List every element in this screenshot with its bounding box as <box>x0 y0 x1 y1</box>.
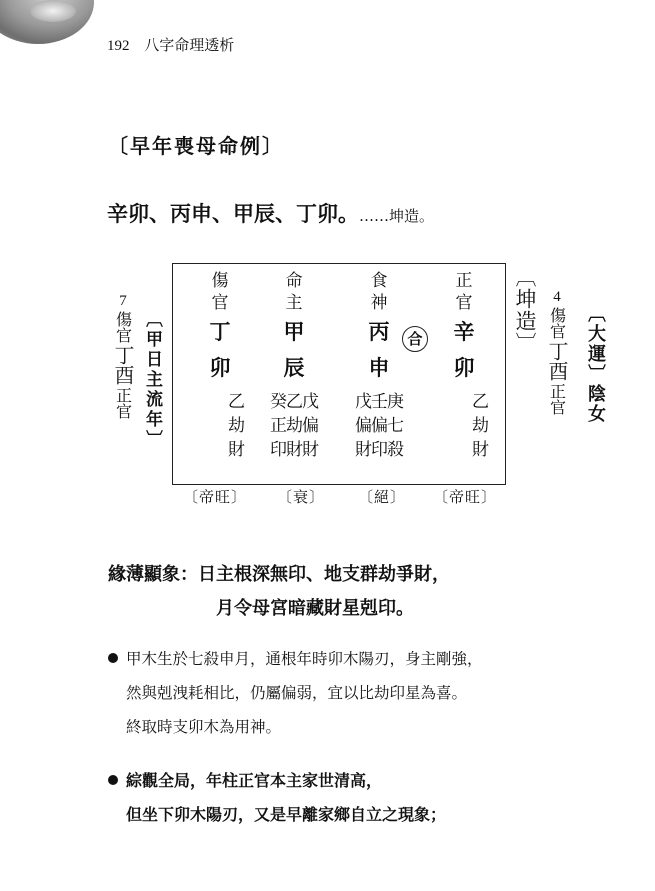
pillar-stem: 辛 <box>453 320 475 344</box>
hidden-god <box>440 414 456 462</box>
page-header <box>107 34 234 55</box>
hidden-stems <box>355 390 403 414</box>
right-luck-number: 4 <box>553 289 561 305</box>
hidden-stem <box>196 390 212 414</box>
hidden-stems <box>270 390 318 414</box>
paragraph-1-line: 終取時支卯木為用神。 <box>126 718 282 736</box>
pillar-column <box>196 270 244 462</box>
pillar-stem: 甲 <box>283 320 305 344</box>
left-luck-ganzhi: 丁酉 <box>111 345 135 385</box>
hidden-stem: 乙 <box>472 392 489 412</box>
pillars-main: 辛卯、丙申、甲辰、丁卯。 <box>107 202 359 226</box>
hidden-god <box>456 414 472 462</box>
left-note: 〔甲日主流年〕 <box>142 310 162 450</box>
pillar-column <box>270 270 318 462</box>
paragraph-2 <box>108 764 446 832</box>
hidden-stem <box>440 390 456 414</box>
hidden-gods <box>355 414 403 462</box>
pillar-stem: 丙 <box>368 320 390 344</box>
page-number: 192 <box>107 38 130 54</box>
left-luck-column <box>108 292 138 419</box>
pillar-column <box>355 270 403 462</box>
left-luck-bottom: 正官 <box>113 387 133 419</box>
pillar-branch: 卯 <box>453 356 475 380</box>
hidden-stem <box>212 390 228 414</box>
pillar-branch: 申 <box>368 356 390 380</box>
right-luck-bottom: 正官 <box>547 383 567 415</box>
hidden-stem: 乙 <box>228 392 245 412</box>
kun-zao-label: 〔坤造〕 <box>513 266 537 354</box>
pillar-branch: 卯 <box>209 356 231 380</box>
pillar-heading: 命 主 <box>285 271 303 313</box>
hidden-god: 劫 財 <box>472 416 489 460</box>
right-luck-top: 傷官 <box>547 307 567 339</box>
hidden-stem: 乙 <box>286 392 303 412</box>
far-right-note: 〔大運〕陰女 <box>585 304 606 424</box>
life-stage-label: 〔絕〕 <box>358 488 407 506</box>
hidden-god: 劫 財 <box>286 416 303 460</box>
paragraph-1-line: 甲木生於七殺申月，通根年時卯木陽刃，身主剛強， <box>126 650 483 668</box>
hidden-god <box>196 414 212 462</box>
case-title: 〔早年喪母命例〕 <box>108 134 284 158</box>
hidden-stem: 壬 <box>371 392 388 412</box>
hidden-stem <box>456 390 472 414</box>
pillar-heading: 正 官 <box>455 271 473 313</box>
paragraph-1-line: 然與剋洩耗相比，仍屬偏弱，宜以比劫印星為喜。 <box>126 684 468 702</box>
life-stage-label: 〔帝旺〕 <box>183 488 248 506</box>
hidden-god: 七 殺 <box>387 416 404 460</box>
hidden-god: 偏 財 <box>302 416 319 460</box>
pillar-column <box>440 270 488 462</box>
pillar-heading: 傷 官 <box>211 271 229 313</box>
hidden-god: 偏 財 <box>355 416 372 460</box>
section-heading-line2: 月令母宮暗藏財星剋印。 <box>216 598 414 619</box>
hidden-stem: 癸 <box>270 392 287 412</box>
right-luck-ganzhi: 丁酉 <box>545 341 569 381</box>
life-stage-label: 〔衰〕 <box>277 488 326 506</box>
hidden-god <box>212 414 228 462</box>
book-title: 八字命理透析 <box>144 36 235 54</box>
hidden-god: 偏 印 <box>371 416 388 460</box>
pillars-suffix: ……坤造。 <box>359 207 435 225</box>
pillar-heading: 食 神 <box>370 271 388 313</box>
hidden-gods <box>440 414 488 462</box>
right-luck-column <box>544 288 570 415</box>
paragraph-2-line: 但坐下卯木陽刃，又是早離家鄉自立之現象； <box>126 805 447 824</box>
pillar-stem: 丁 <box>209 320 231 344</box>
hidden-stems <box>196 390 244 414</box>
hidden-stem: 戊 <box>355 392 372 412</box>
left-luck-number: 7 <box>119 293 127 309</box>
life-stage-label: 〔帝旺〕 <box>433 488 498 506</box>
corner-decoration-highlight <box>30 0 76 22</box>
bullet-icon <box>108 775 118 785</box>
hidden-stem: 戊 <box>302 392 319 412</box>
hidden-gods <box>270 414 318 462</box>
paragraph-2-line: 綜觀全局，年柱正官本主家世清高， <box>126 771 383 790</box>
hidden-gods <box>196 414 244 462</box>
pillar-branch: 辰 <box>283 356 305 380</box>
hidden-god: 正 印 <box>270 416 287 460</box>
bullet-icon <box>108 653 118 663</box>
combine-mark: 合 <box>402 326 428 352</box>
hidden-stem: 庚 <box>387 392 404 412</box>
paragraph-1 <box>108 642 483 744</box>
pillars-line <box>107 198 434 228</box>
left-luck-top: 傷官 <box>113 311 133 343</box>
section-heading-line1: 緣薄顯象：日主根深無印、地支群劫爭財， <box>108 564 450 585</box>
hidden-stems <box>440 390 488 414</box>
hidden-god: 劫 財 <box>228 416 245 460</box>
